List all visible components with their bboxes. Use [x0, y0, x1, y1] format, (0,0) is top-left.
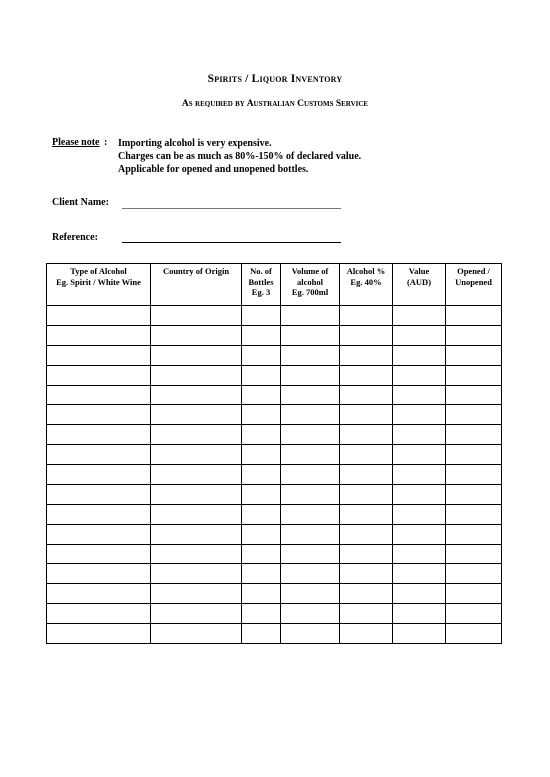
table-cell[interactable]	[47, 325, 151, 345]
column-header-line: Eg. 3	[251, 287, 271, 297]
table-cell[interactable]	[242, 425, 281, 445]
table-cell[interactable]	[281, 425, 340, 445]
table-cell[interactable]	[393, 325, 446, 345]
table-row	[47, 306, 502, 326]
table-cell[interactable]	[151, 564, 242, 584]
table-row	[47, 425, 502, 445]
table-cell[interactable]	[281, 345, 340, 365]
table-cell[interactable]	[47, 306, 151, 326]
table-cell[interactable]	[47, 564, 151, 584]
table-cell[interactable]	[47, 524, 151, 544]
table-cell[interactable]	[47, 544, 151, 564]
table-cell[interactable]	[151, 325, 242, 345]
reference-label: Reference:	[52, 232, 98, 243]
table-cell[interactable]	[393, 405, 446, 425]
note-line: Importing alcohol is very expensive.	[118, 138, 272, 149]
table-cell[interactable]	[242, 465, 281, 485]
table-cell[interactable]	[393, 584, 446, 604]
table-cell[interactable]	[446, 425, 502, 445]
table-cell[interactable]	[446, 445, 502, 465]
table-cell[interactable]	[446, 385, 502, 405]
table-cell[interactable]	[340, 524, 393, 544]
table-cell[interactable]	[151, 604, 242, 624]
table-row	[47, 564, 502, 584]
column-header-line: Value	[408, 266, 430, 276]
note-label: Please note	[52, 137, 100, 148]
table-cell[interactable]	[393, 504, 446, 524]
table-cell[interactable]	[281, 624, 340, 644]
table-header-row	[47, 264, 502, 306]
table-cell[interactable]	[340, 504, 393, 524]
table-cell[interactable]	[47, 584, 151, 604]
table-row	[47, 524, 502, 544]
table-body	[47, 306, 502, 644]
table-cell[interactable]	[281, 564, 340, 584]
page-title: Spirits / Liquor Inventory	[207, 73, 343, 85]
table-cell[interactable]	[446, 484, 502, 504]
table-cell[interactable]	[47, 445, 151, 465]
table-cell[interactable]	[393, 345, 446, 365]
table-cell[interactable]	[281, 524, 340, 544]
table-cell[interactable]	[446, 624, 502, 644]
page-subtitle: As required by Australian Customs Service	[181, 99, 369, 109]
table-cell[interactable]	[242, 325, 281, 345]
table-row	[47, 325, 502, 345]
table-cell[interactable]	[340, 484, 393, 504]
table-cell[interactable]	[393, 624, 446, 644]
table-cell[interactable]	[393, 385, 446, 405]
table-cell[interactable]	[242, 564, 281, 584]
table-cell[interactable]	[242, 604, 281, 624]
table-row	[47, 504, 502, 524]
table-cell[interactable]	[393, 544, 446, 564]
column-header	[242, 264, 281, 306]
table-cell[interactable]	[151, 405, 242, 425]
table-cell[interactable]	[242, 524, 281, 544]
table-cell[interactable]	[151, 365, 242, 385]
table-row	[47, 624, 502, 644]
column-header-line: (AUD)	[406, 276, 432, 287]
table-row	[47, 544, 502, 564]
table-cell[interactable]	[446, 465, 502, 485]
column-header-line: Eg. 40%	[350, 276, 382, 287]
table-cell[interactable]	[340, 405, 393, 425]
table-cell[interactable]	[242, 365, 281, 385]
reference-field[interactable]	[122, 242, 341, 243]
table-cell[interactable]	[340, 584, 393, 604]
client-name-field[interactable]	[122, 208, 341, 209]
table-cell[interactable]	[151, 345, 242, 365]
table-cell[interactable]	[151, 584, 242, 604]
table-row	[47, 484, 502, 504]
column-header-line: Eg. 700ml	[291, 287, 329, 297]
column-header	[151, 264, 242, 306]
table-row	[47, 365, 502, 385]
table-cell[interactable]	[446, 325, 502, 345]
table-cell[interactable]	[47, 604, 151, 624]
table-row	[47, 445, 502, 465]
table-cell[interactable]	[446, 544, 502, 564]
table-cell[interactable]	[281, 465, 340, 485]
table-cell[interactable]	[151, 624, 242, 644]
table-row	[47, 405, 502, 425]
table-cell[interactable]	[151, 445, 242, 465]
table-cell[interactable]	[47, 484, 151, 504]
table-cell[interactable]	[47, 465, 151, 485]
table-cell[interactable]	[47, 405, 151, 425]
note-colon: :	[104, 137, 108, 148]
table-cell[interactable]	[47, 504, 151, 524]
table-cell[interactable]	[242, 405, 281, 425]
table-cell[interactable]	[47, 365, 151, 385]
table-cell[interactable]	[242, 345, 281, 365]
table-row	[47, 345, 502, 365]
table-cell[interactable]	[151, 425, 242, 445]
table-cell[interactable]	[242, 544, 281, 564]
table-cell[interactable]	[446, 564, 502, 584]
table-cell[interactable]	[151, 465, 242, 485]
table-cell[interactable]	[151, 504, 242, 524]
table-row	[47, 584, 502, 604]
column-header-line: Eg. Spirit / White Wine	[56, 276, 141, 287]
table-row	[47, 465, 502, 485]
table-cell[interactable]	[340, 624, 393, 644]
note-lines	[118, 137, 361, 176]
table-cell[interactable]	[340, 306, 393, 326]
table-cell[interactable]	[281, 365, 340, 385]
table-cell[interactable]	[242, 306, 281, 326]
table-cell[interactable]	[393, 465, 446, 485]
client-name-label: Client Name:	[52, 197, 109, 208]
column-header-line: Volume of	[291, 266, 329, 276]
note-line: Applicable for opened and unopened bottles.	[118, 164, 309, 175]
table-row	[47, 604, 502, 624]
table-cell[interactable]	[340, 425, 393, 445]
table-cell[interactable]	[151, 385, 242, 405]
table-cell[interactable]	[340, 385, 393, 405]
column-header	[281, 264, 340, 306]
table-cell[interactable]	[242, 504, 281, 524]
table-cell[interactable]	[393, 306, 446, 326]
table-cell[interactable]	[242, 624, 281, 644]
table-cell[interactable]	[446, 405, 502, 425]
table-cell[interactable]	[47, 425, 151, 445]
table-cell[interactable]	[446, 365, 502, 385]
table-cell[interactable]	[340, 445, 393, 465]
table-cell[interactable]	[393, 604, 446, 624]
table-cell[interactable]	[446, 604, 502, 624]
table-cell[interactable]	[340, 365, 393, 385]
column-header-line: Alcohol %	[346, 266, 386, 276]
table-cell[interactable]	[242, 484, 281, 504]
table-cell[interactable]	[340, 564, 393, 584]
table-cell[interactable]	[446, 504, 502, 524]
table-cell[interactable]	[281, 544, 340, 564]
column-header	[446, 264, 502, 306]
table-cell[interactable]	[151, 306, 242, 326]
table-cell[interactable]	[446, 345, 502, 365]
inventory-table	[46, 263, 502, 644]
column-header-line: Country of Origin	[162, 266, 230, 276]
column-header-line: No. of	[250, 266, 272, 276]
table-cell[interactable]	[446, 584, 502, 604]
table-cell[interactable]	[393, 445, 446, 465]
table-cell[interactable]	[151, 544, 242, 564]
column-header	[340, 264, 393, 306]
table-cell[interactable]	[393, 365, 446, 385]
table-cell[interactable]	[281, 385, 340, 405]
table-cell[interactable]	[393, 484, 446, 504]
table-cell[interactable]	[446, 306, 502, 326]
table-cell[interactable]	[281, 445, 340, 465]
table-cell[interactable]	[281, 484, 340, 504]
table-cell[interactable]	[47, 624, 151, 644]
table-cell[interactable]	[242, 584, 281, 604]
table-cell[interactable]	[47, 385, 151, 405]
table-cell[interactable]	[281, 325, 340, 345]
column-header	[393, 264, 446, 306]
table-cell[interactable]	[47, 345, 151, 365]
column-header-line: Opened /	[457, 266, 490, 276]
table-cell[interactable]	[446, 524, 502, 544]
table-cell[interactable]	[340, 345, 393, 365]
table-cell[interactable]	[151, 524, 242, 544]
column-header	[47, 264, 151, 306]
table-cell[interactable]	[393, 524, 446, 544]
table-cell[interactable]	[340, 544, 393, 564]
note-line: Charges can be as much as 80%-150% of declared value.	[118, 151, 362, 162]
table-cell[interactable]	[242, 445, 281, 465]
column-header-line: Type of Alcohol	[70, 266, 127, 276]
table-row	[47, 385, 502, 405]
column-header-line: Unopened	[455, 276, 492, 287]
table-cell[interactable]	[281, 584, 340, 604]
table-cell[interactable]	[340, 465, 393, 485]
column-header-line: Bottles	[248, 276, 274, 287]
table-cell[interactable]	[281, 504, 340, 524]
table-cell[interactable]	[281, 604, 340, 624]
table-cell[interactable]	[340, 325, 393, 345]
table-cell[interactable]	[340, 604, 393, 624]
table-cell[interactable]	[281, 405, 340, 425]
column-header-line: alcohol	[297, 276, 323, 287]
table-cell[interactable]	[242, 385, 281, 405]
table-cell[interactable]	[151, 484, 242, 504]
table-cell[interactable]	[281, 306, 340, 326]
table-cell[interactable]	[393, 425, 446, 445]
table-cell[interactable]	[393, 564, 446, 584]
